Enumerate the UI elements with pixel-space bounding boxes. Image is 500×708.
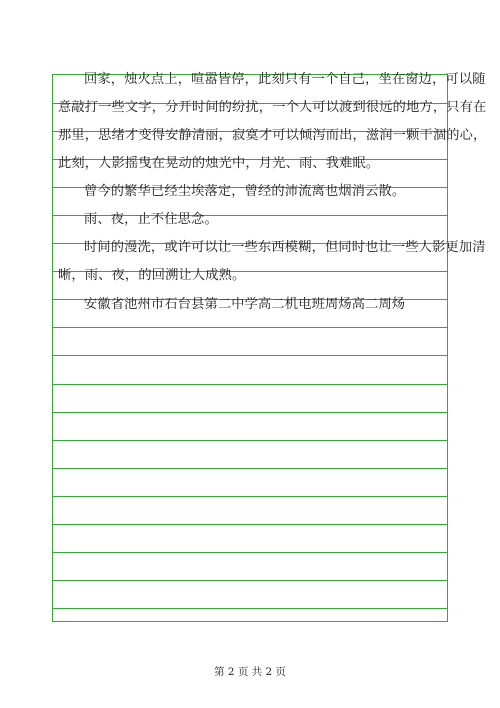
- paragraph-line: 晰，雨、夜，的回溯让人成熟。: [58, 268, 246, 283]
- ruled-line: [53, 524, 447, 525]
- paragraph-line: 雨、夜，止不住思念。: [84, 212, 218, 227]
- paragraph-line: 此刻，人影摇曳在晃动的烛光中，月光、雨、我难眠。: [58, 156, 380, 171]
- ruled-line: [53, 552, 447, 553]
- paragraph-line: 安徽省池州市石台县第二中学高二机电班周炀高二周炀: [84, 297, 406, 312]
- paragraph-line: 曾今的繁华已经尘埃落定，曾经的沛流离也烟消云散。: [84, 184, 406, 199]
- ruled-line: [53, 468, 447, 469]
- ruled-line: [53, 440, 447, 441]
- ruled-line: [53, 608, 447, 609]
- paragraph-line: 回家，烛火点上，喧嚣皆停，此刻只有一个自己，坐在窗边，可以随: [84, 72, 486, 87]
- paragraph-line: 时间的漫洗，或许可以让一些东西模糊，但同时也让一些人影更加清: [84, 240, 486, 255]
- paragraph-line: 意敲打一些文字，分开时间的纷扰，一个人可以渡到很远的地方，只有在: [58, 100, 487, 115]
- ruled-line: [53, 412, 447, 413]
- paragraph-line: 那里，思绪才变得安静清丽，寂寞才可以倾泻而出，滋润一颗干涸的心，: [58, 128, 487, 143]
- ruled-line: [53, 384, 447, 385]
- ruled-line: [53, 327, 447, 328]
- page-number: 第 2 页 共 2 页: [213, 666, 287, 678]
- ruled-line: [53, 355, 447, 356]
- ruled-line: [53, 580, 447, 581]
- ruled-line: [53, 496, 447, 497]
